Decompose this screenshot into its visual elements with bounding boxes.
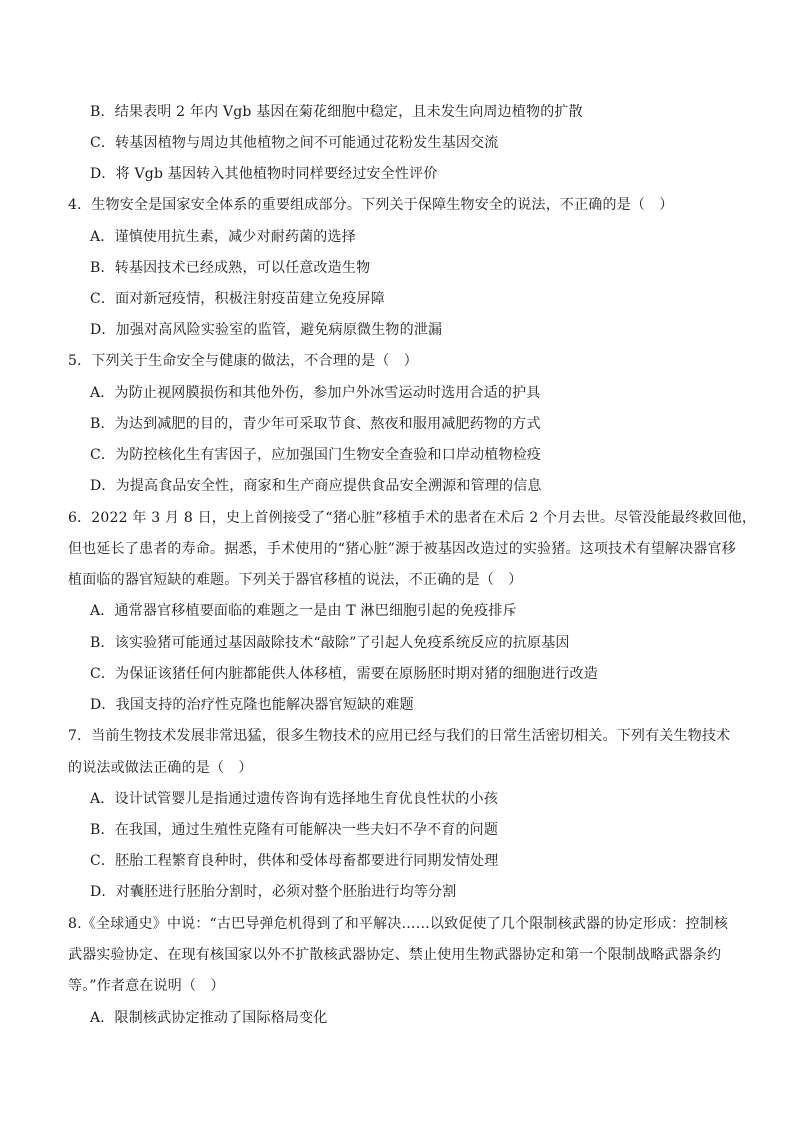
option-line: B．该实验猪可能通过基因敲除技术“敲除”了引起人免疫系统反应的抗原基因 xyxy=(90,635,570,651)
option-line: D．加强对高风险实验室的监管，避免病原微生物的泄漏 xyxy=(90,322,443,338)
option-line: B．转基因技术已经成熟，可以任意改造生物 xyxy=(90,260,371,276)
question-line: 7．当前生物技术发展非常迅猛，很多生物技术的应用已经与我们的日常生活密切相关。下列有关生物技术 xyxy=(68,728,731,744)
option-line: C．为防控核化生有害因子，应加强国门生物安全查验和口岸动植物检疫 xyxy=(90,447,542,463)
option-line: C．面对新冠疫情，积极注射疫苗建立免疫屏障 xyxy=(90,291,385,307)
option-line: A．通常器官移植要面临的难题之一是由 T 淋巴细胞引起的免疫排斥 xyxy=(90,603,517,619)
option-line: D．我国支持的治疗性克隆也能解决器官短缺的难题 xyxy=(90,697,414,713)
question-line: 但也延长了患者的寿命。据悉，手术使用的“猪心脏”源于被基因改造过的实验猪。这项技术有望解决器官移 xyxy=(68,541,736,557)
option-line: C．为保证该猪任何内脏都能供人体移植，需要在原肠胚时期对猪的细胞进行改造 xyxy=(90,666,598,682)
option-line: A．设计试管婴儿是指通过遗传咨询有选择地生育优良性状的小孩 xyxy=(90,791,498,807)
option-line: D．对囊胚进行胚胎分割时，必须对整个胚胎进行均等分割 xyxy=(90,884,457,900)
option-line: B．在我国，通过生殖性克隆有可能解决一些夫妇不孕不育的问题 xyxy=(90,822,499,838)
option-line: B．为达到减肥的目的，青少年可采取节食、熬夜和服用减肥药物的方式 xyxy=(90,416,541,432)
question-line: 武器实验协定、在现有核国家以外不扩散核武器协定、禁止使用生物武器协定和第一个限制战略武器条约 xyxy=(68,947,722,963)
option-line: C．转基因植物与周边其他植物之间不可能通过花粉发生基因交流 xyxy=(90,135,499,151)
option-line: A．限制核武协定推动了国际格局变化 xyxy=(90,1010,328,1026)
question-line: 植面临的器官短缺的难题。下列关于器官移植的说法，不正确的是（ ） xyxy=(68,572,523,588)
question-line: 等。”作者意在说明（ ） xyxy=(68,978,225,994)
question-line: 4．生物安全是国家安全体系的重要组成部分。下列关于保障生物安全的说法，不正确的是（ ） xyxy=(68,197,674,213)
question-line: 8.《全球通史》中说：“古巴导弹危机得到了和平解决……以致促使了几个限制核武器的协定形成：控制核 xyxy=(68,916,729,932)
option-line: D．为提高食品安全性，商家和生产商应提供食品安全溯源和管理的信息 xyxy=(90,478,542,494)
option-line: D．将 Vgb 基因转入其他植物时同样要经过安全性评价 xyxy=(90,166,438,182)
option-line: A．谨慎使用抗生素，减少对耐药菌的选择 xyxy=(90,229,356,245)
option-line: C．胚胎工程繁育良种时，供体和受体母畜都要进行同期发情处理 xyxy=(90,853,499,869)
option-line: A．为防止视网膜损伤和其他外伤，参加户外冰雪运动时选用合适的护具 xyxy=(90,385,541,401)
question-line: 6．2022 年 3 月 8 日，史上首例接受了“猪心脏”移植手术的患者在术后 2 个月去世。尽管没能最终救回他， xyxy=(68,510,757,526)
option-line: B．结果表明 2 年内 Vgb 基因在菊花细胞中稳定，且未发生向周边植物的扩散 xyxy=(90,104,583,120)
question-line: 的说法或做法正确的是（ ） xyxy=(68,760,253,776)
question-line: 5．下列关于生命安全与健康的做法，不合理的是（ ） xyxy=(68,353,418,369)
